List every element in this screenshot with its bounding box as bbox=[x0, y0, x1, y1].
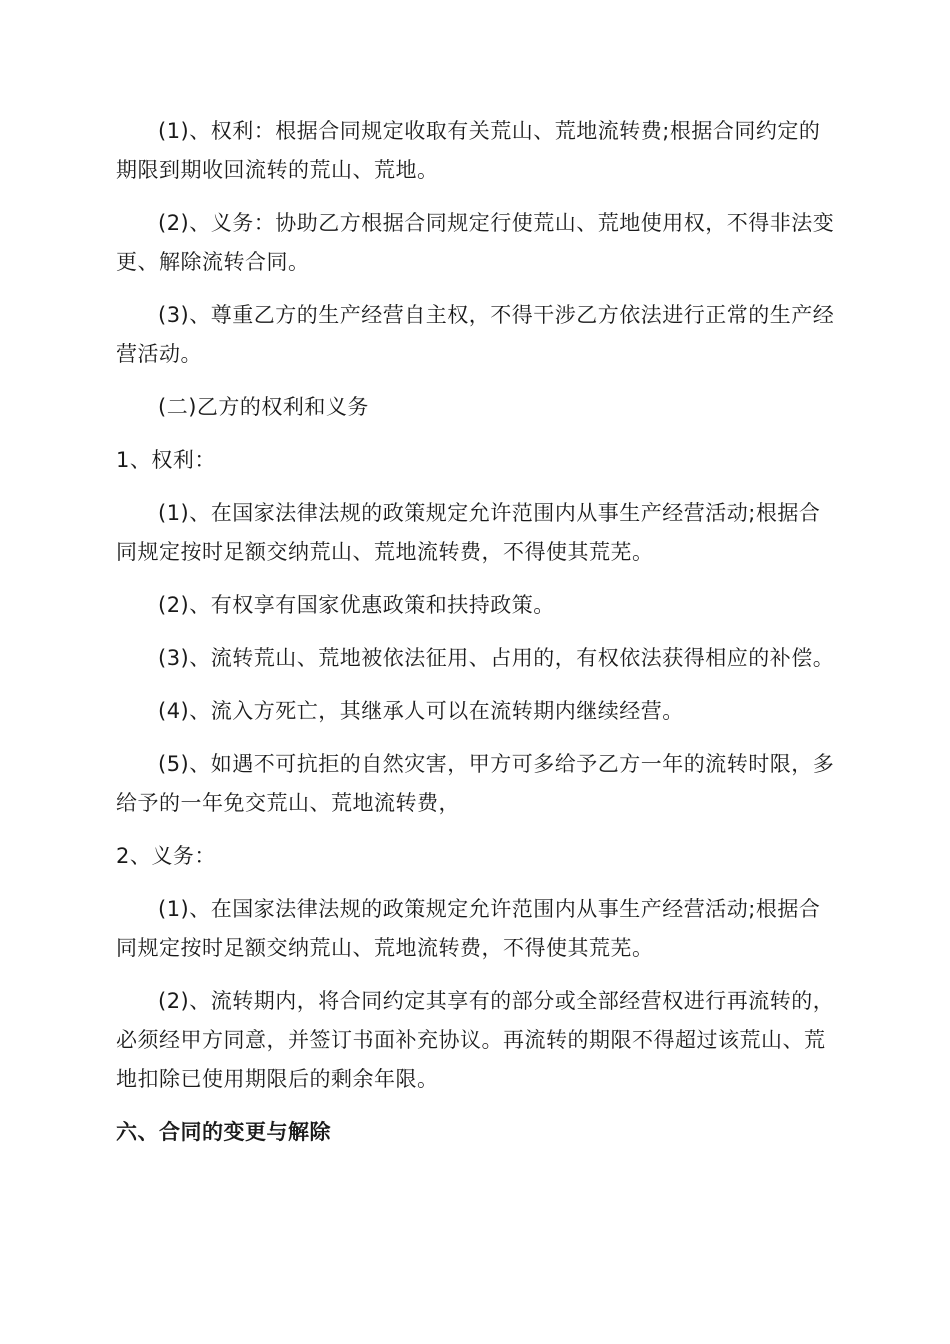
paragraph-lessor-rights: (1)、权利：根据合同规定收取有关荒山、荒地流转费;根据合同约定的期限到期收回流转的荒山、荒地。 bbox=[116, 119, 821, 182]
paragraph-b-rights-3: (3)、流转荒山、荒地被依法征用、占用的，有权依法获得相应的补偿。 bbox=[158, 646, 835, 670]
section-heading-party-b: (二)乙方的权利和义务 bbox=[158, 395, 369, 419]
paragraph-b-rights-4: (4)、流入方死亡，其继承人可以在流转期内继续经营。 bbox=[158, 699, 684, 723]
section-heading-contract-change: 六、合同的变更与解除 bbox=[116, 1120, 331, 1144]
paragraph-respect-autonomy: (3)、尊重乙方的生产经营自主权，不得干涉乙方依法进行正常的生产经营活动。 bbox=[116, 303, 835, 366]
paragraph-lessor-duties: (2)、义务：协助乙方根据合同规定行使荒山、荒地使用权，不得非法变更、解除流转合同。 bbox=[116, 211, 835, 274]
document-page bbox=[116, 112, 836, 1166]
paragraph-b-duties-1: (1)、在国家法律法规的政策规定允许范围内从事生产经营活动;根据合同规定按时足额交纳荒山、荒地流转费，不得使其荒芜。 bbox=[116, 897, 821, 960]
paragraph-b-rights-2: (2)、有权享有国家优惠政策和扶持政策。 bbox=[158, 593, 555, 617]
subheading-rights: 1、权利： bbox=[116, 448, 216, 472]
subheading-duties: 2、义务： bbox=[116, 844, 216, 868]
paragraph-b-rights-1: (1)、在国家法律法规的政策规定允许范围内从事生产经营活动;根据合同规定按时足额交纳荒山、荒地流转费，不得使其荒芜。 bbox=[116, 501, 821, 564]
paragraph-b-rights-5: (5)、如遇不可抗拒的自然灾害，甲方可多给予乙方一年的流转时限，多给予的一年免交荒山、荒地流转费， bbox=[116, 752, 835, 815]
paragraph-b-duties-2: (2)、流转期内，将合同约定其享有的部分或全部经营权进行再流转的，必须经甲方同意，并签订书面补充协议。再流转的期限不得超过该荒山、荒地扣除已使用期限后的剩余年限。 bbox=[116, 989, 835, 1091]
